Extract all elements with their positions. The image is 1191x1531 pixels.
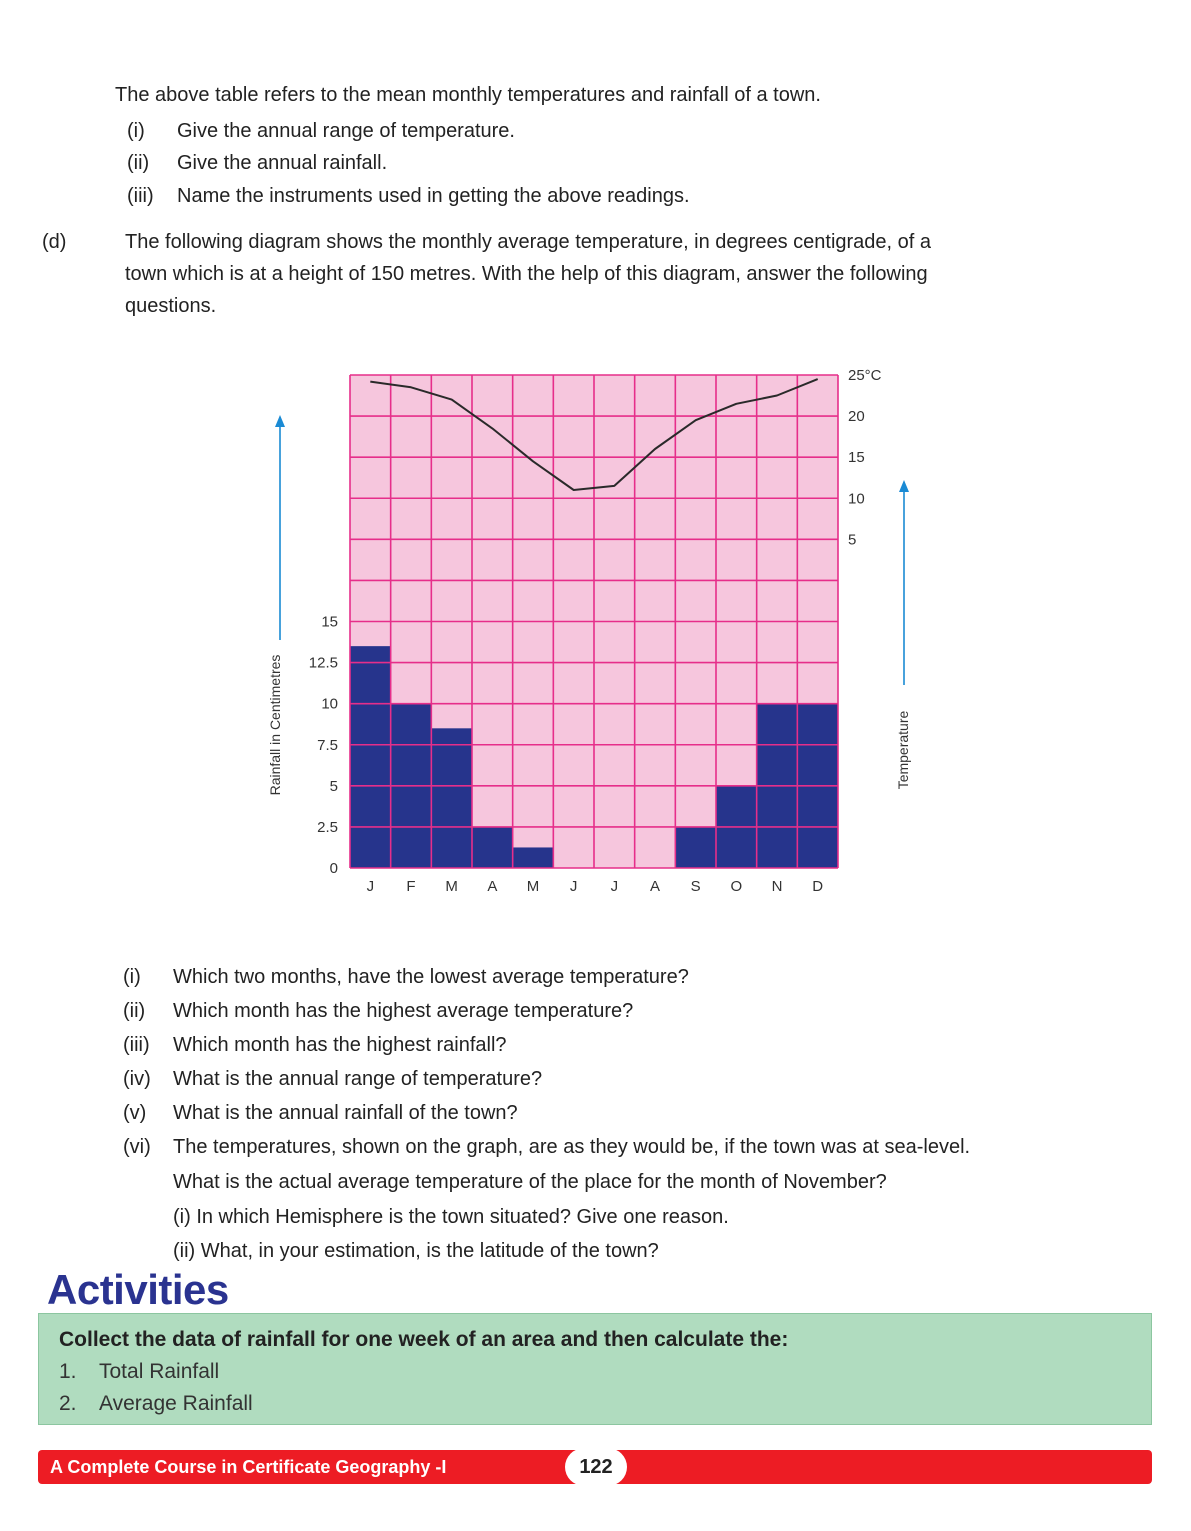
part-d-line: questions. (125, 295, 217, 317)
intro-item-number: (ii) (127, 152, 150, 174)
question-text: The temperatures, shown on the graph, are as they would be, if the town was at sea-level. (173, 1136, 971, 1158)
question-text: Which two months, have the lowest average temperature? (173, 966, 689, 988)
part-d-line: town which is at a height of 150 metres. With the help of this diagram, answer the following (125, 263, 928, 285)
activity-item (59, 1360, 219, 1384)
temperature-tick-label: 10 (848, 490, 865, 508)
temperature-tick-label: 15 (848, 449, 865, 467)
climate-chart (240, 345, 940, 905)
temperature-arrow-head (899, 480, 909, 492)
question-text: What is the annual range of temperature? (173, 1068, 543, 1090)
question (123, 1067, 542, 1091)
question (123, 999, 633, 1023)
question-text: What is the actual average temperature of the place for the month of November? (173, 1171, 887, 1193)
temperature-tick-label: 25°C (848, 367, 882, 384)
activity-item (59, 1392, 253, 1416)
question (123, 1033, 507, 1057)
rainfall-axis-title: Rainfall in Centimetres (267, 654, 283, 796)
intro-item-text: Give the annual rainfall. (177, 152, 388, 174)
rainfall-tick-label: 10 (321, 695, 338, 713)
month-label: J (366, 878, 375, 895)
month-label: A (649, 878, 661, 895)
activity-heading: Collect the data of rainfall for one week of an area and then calculate the: (59, 1328, 789, 1351)
activity-item-text: Average Rainfall (99, 1392, 253, 1415)
activities-title: Activities (47, 1266, 229, 1313)
question (123, 1135, 970, 1159)
question (123, 1170, 887, 1194)
footer-title: A Complete Course in Certificate Geography -I (50, 1457, 447, 1477)
rainfall-bar (675, 827, 716, 868)
temperature-axis-title: Temperature (895, 710, 911, 790)
activity-box (38, 1313, 1152, 1425)
rainfall-bar (472, 827, 513, 868)
question-text: Which month has the highest average temperature? (173, 1000, 634, 1022)
page-number: 122 (565, 1448, 627, 1486)
subquestion: (i) In which Hemisphere is the town situated? Give one reason. (173, 1206, 729, 1228)
month-label: O (730, 878, 743, 895)
temperature-tick-label: 5 (848, 531, 857, 549)
intro-text: The above table refers to the mean monthly temperatures and rainfall of a town. (115, 84, 821, 106)
intro-item-number: (iii) (127, 185, 154, 207)
intro-item-text: Give the annual range of temperature. (177, 120, 515, 142)
temperature-tick-label: 20 (848, 408, 865, 426)
month-label: N (771, 878, 783, 895)
intro-item-number: (i) (127, 120, 145, 142)
question (123, 965, 689, 989)
part-d-line: The following diagram shows the monthly average temperature, in degrees centigrade, of a (125, 231, 932, 253)
activity-item-text: Total Rainfall (99, 1360, 220, 1383)
rainfall-tick-label: 15 (321, 613, 338, 631)
rainfall-tick-label: 7.5 (317, 736, 338, 754)
question-text: Which month has the highest rainfall? (173, 1034, 507, 1056)
month-label: J (610, 878, 619, 895)
month-label: D (812, 878, 824, 895)
intro-item (127, 119, 515, 143)
month-label: S (690, 878, 701, 895)
question-number: (vi) (123, 1136, 151, 1158)
rainfall-tick-label: 0 (329, 860, 338, 877)
rainfall-bar (350, 646, 391, 868)
question-number: (v) (123, 1102, 147, 1124)
subquestion: (ii) What, in your estimation, is the latitude of the town? (173, 1240, 659, 1262)
month-label: M (526, 878, 540, 895)
question (123, 1101, 518, 1125)
question-number: (ii) (123, 1000, 146, 1022)
question-number: (iii) (123, 1034, 150, 1056)
intro-item (127, 184, 690, 208)
question-number: (iv) (123, 1068, 151, 1090)
rainfall-arrow-head (275, 415, 285, 427)
rainfall-bar (513, 847, 554, 868)
month-label: A (487, 878, 498, 895)
month-label: M (445, 878, 458, 895)
question-number: (i) (123, 966, 141, 988)
intro-item (127, 151, 387, 175)
activity-item-number: 2. (59, 1392, 77, 1415)
month-label: F (406, 878, 416, 895)
part-d-label: (d) (42, 231, 67, 253)
intro-item-text: Name the instruments used in getting the above readings. (177, 185, 690, 207)
rainfall-tick-label: 12.5 (308, 654, 338, 672)
rainfall-bar (431, 728, 472, 868)
month-label: J (569, 878, 578, 895)
question-text: What is the annual rainfall of the town? (173, 1102, 518, 1124)
rainfall-tick-label: 5 (329, 777, 338, 795)
activity-item-number: 1. (59, 1360, 77, 1383)
rainfall-tick-label: 2.5 (317, 818, 338, 836)
